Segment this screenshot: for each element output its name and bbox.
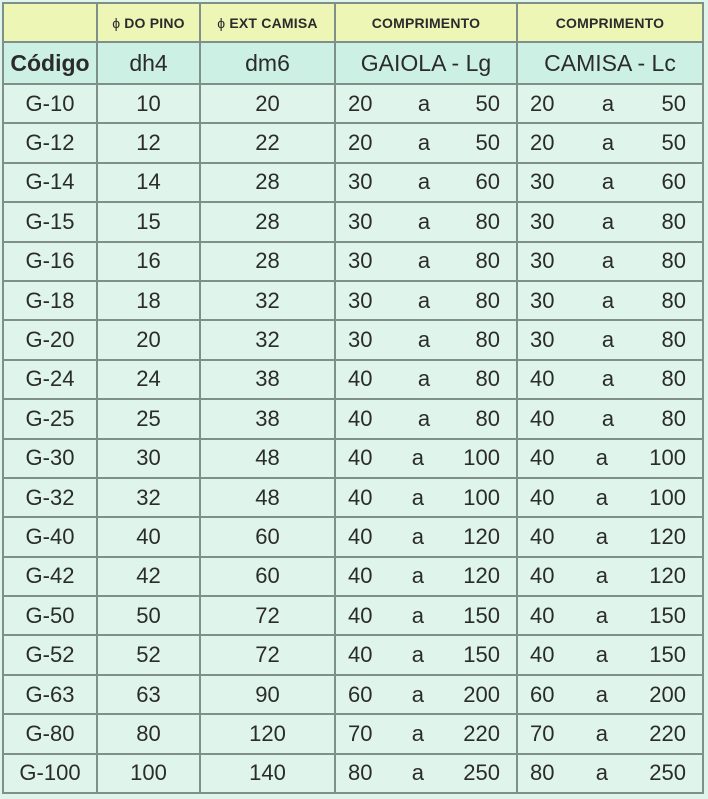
range-max: 250 xyxy=(463,760,500,786)
range-max: 200 xyxy=(463,681,500,707)
cell-gaiola-lg-range xyxy=(335,281,517,320)
cell-camisa-dm6: 90 xyxy=(200,675,335,714)
range-separator: a xyxy=(601,287,615,313)
cell-codigo: G-18 xyxy=(3,281,97,320)
cell-camisa-dm6: 60 xyxy=(200,557,335,596)
range-separator: a xyxy=(411,720,424,746)
range-max: 80 xyxy=(661,208,686,234)
range-separator: a xyxy=(411,642,424,668)
range-min: 20 xyxy=(348,90,373,116)
cell-codigo: G-20 xyxy=(3,320,97,359)
range-max: 50 xyxy=(661,90,686,116)
table-row xyxy=(3,675,703,714)
cell-pino-dh4: 50 xyxy=(97,596,200,635)
cell-pino-dh4: 42 xyxy=(97,557,200,596)
header-top-camisa-label: EXT CAMISA xyxy=(229,14,318,31)
header-camisa-lc: CAMISA - Lc xyxy=(517,42,703,84)
range-separator: a xyxy=(601,366,615,392)
table-row xyxy=(3,399,703,438)
cell-pino-dh4: 14 xyxy=(97,163,200,202)
cell-gaiola-lg-range xyxy=(335,163,517,202)
cell-gaiola-lg-range xyxy=(335,242,517,281)
cell-gaiola-lg-range xyxy=(335,635,517,674)
cell-camisa-lc-range xyxy=(517,281,703,320)
cell-camisa-lc-range xyxy=(517,399,703,438)
cell-codigo: G-42 xyxy=(3,557,97,596)
table-row xyxy=(3,242,703,281)
cell-camisa-dm6: 72 xyxy=(200,596,335,635)
range-min: 30 xyxy=(348,327,373,353)
cell-gaiola-lg-range xyxy=(335,439,517,478)
cell-pino-dh4: 24 xyxy=(97,360,200,399)
range-separator: a xyxy=(417,287,431,313)
range-separator: a xyxy=(411,484,424,510)
table-row xyxy=(3,163,703,202)
cell-pino-dh4: 16 xyxy=(97,242,200,281)
range-max: 150 xyxy=(463,602,500,628)
range-max: 80 xyxy=(475,327,500,353)
header-top-codigo xyxy=(3,3,97,42)
cell-gaiola-lg-range xyxy=(335,517,517,556)
range-max: 80 xyxy=(661,405,686,431)
cell-camisa-lc-range xyxy=(517,675,703,714)
range-min: 30 xyxy=(530,208,555,234)
cell-camisa-lc-range xyxy=(517,439,703,478)
range-separator: a xyxy=(595,642,608,668)
cell-camisa-dm6: 140 xyxy=(200,754,335,793)
diameter-symbol-icon: ϕ xyxy=(217,14,226,31)
cell-camisa-dm6: 28 xyxy=(200,163,335,202)
table-row xyxy=(3,281,703,320)
cell-camisa-dm6: 28 xyxy=(200,202,335,241)
range-min: 30 xyxy=(530,287,555,313)
cell-codigo: G-10 xyxy=(3,84,97,123)
table-row xyxy=(3,754,703,793)
cell-codigo: G-50 xyxy=(3,596,97,635)
cell-codigo: G-40 xyxy=(3,517,97,556)
range-min: 30 xyxy=(348,248,373,274)
range-separator: a xyxy=(595,523,608,549)
table-row xyxy=(3,439,703,478)
cell-camisa-lc-range xyxy=(517,754,703,793)
range-separator: a xyxy=(595,760,608,786)
range-max: 150 xyxy=(649,602,686,628)
cell-camisa-lc-range xyxy=(517,202,703,241)
header-top-pino xyxy=(97,3,200,42)
cell-pino-dh4: 20 xyxy=(97,320,200,359)
range-separator: a xyxy=(417,169,431,195)
range-min: 30 xyxy=(348,287,373,313)
range-max: 60 xyxy=(661,169,686,195)
range-min: 40 xyxy=(530,445,555,471)
range-min: 40 xyxy=(348,523,373,549)
cell-pino-dh4: 52 xyxy=(97,635,200,674)
range-min: 80 xyxy=(530,760,555,786)
range-max: 80 xyxy=(475,405,500,431)
range-max: 50 xyxy=(475,130,500,156)
range-max: 100 xyxy=(463,445,500,471)
range-min: 30 xyxy=(530,327,555,353)
table-row xyxy=(3,320,703,359)
cell-camisa-dm6: 32 xyxy=(200,320,335,359)
cell-codigo: G-100 xyxy=(3,754,97,793)
cell-gaiola-lg-range xyxy=(335,557,517,596)
cell-codigo: G-32 xyxy=(3,478,97,517)
range-max: 80 xyxy=(661,327,686,353)
range-separator: a xyxy=(411,563,424,589)
range-separator: a xyxy=(601,169,615,195)
range-separator: a xyxy=(595,720,608,746)
range-max: 220 xyxy=(463,720,500,746)
range-max: 120 xyxy=(649,523,686,549)
table-row xyxy=(3,714,703,753)
cell-camisa-lc-range xyxy=(517,517,703,556)
cell-camisa-dm6: 38 xyxy=(200,399,335,438)
range-min: 80 xyxy=(348,760,373,786)
range-max: 80 xyxy=(661,287,686,313)
cell-camisa-dm6: 20 xyxy=(200,84,335,123)
header-top-camisa xyxy=(200,3,335,42)
cell-pino-dh4: 15 xyxy=(97,202,200,241)
range-min: 30 xyxy=(348,208,373,234)
cell-codigo: G-25 xyxy=(3,399,97,438)
cell-codigo: G-16 xyxy=(3,242,97,281)
range-min: 40 xyxy=(348,563,373,589)
range-separator: a xyxy=(417,327,431,353)
cell-camisa-dm6: 120 xyxy=(200,714,335,753)
cell-camisa-lc-range xyxy=(517,478,703,517)
header-codigo: Código xyxy=(3,42,97,84)
range-max: 120 xyxy=(463,523,500,549)
header-row-sub xyxy=(3,42,703,84)
range-min: 40 xyxy=(348,445,373,471)
range-max: 150 xyxy=(649,642,686,668)
range-min: 40 xyxy=(348,405,373,431)
cell-pino-dh4: 32 xyxy=(97,478,200,517)
cell-camisa-lc-range xyxy=(517,242,703,281)
range-max: 150 xyxy=(463,642,500,668)
range-separator: a xyxy=(601,130,615,156)
cell-gaiola-lg-range xyxy=(335,320,517,359)
range-separator: a xyxy=(595,445,608,471)
table-row xyxy=(3,517,703,556)
range-min: 60 xyxy=(530,681,555,707)
range-min: 20 xyxy=(530,130,555,156)
header-dm6: dm6 xyxy=(200,42,335,84)
cell-codigo: G-24 xyxy=(3,360,97,399)
range-separator: a xyxy=(601,405,615,431)
range-min: 40 xyxy=(348,484,373,510)
cell-camisa-dm6: 38 xyxy=(200,360,335,399)
cell-gaiola-lg-range xyxy=(335,360,517,399)
range-max: 50 xyxy=(475,90,500,116)
cell-gaiola-lg-range xyxy=(335,202,517,241)
cell-gaiola-lg-range xyxy=(335,714,517,753)
range-min: 40 xyxy=(530,602,555,628)
cell-camisa-lc-range xyxy=(517,360,703,399)
cell-codigo: G-15 xyxy=(3,202,97,241)
range-separator: a xyxy=(595,602,608,628)
range-min: 40 xyxy=(530,523,555,549)
range-separator: a xyxy=(417,208,431,234)
range-separator: a xyxy=(601,327,615,353)
cell-gaiola-lg-range xyxy=(335,478,517,517)
range-min: 30 xyxy=(530,248,555,274)
cell-pino-dh4: 18 xyxy=(97,281,200,320)
range-separator: a xyxy=(417,405,431,431)
range-max: 80 xyxy=(475,208,500,234)
cell-gaiola-lg-range xyxy=(335,84,517,123)
range-max: 120 xyxy=(463,563,500,589)
header-top-comprimento-camisa: COMPRIMENTO xyxy=(517,3,703,42)
range-max: 80 xyxy=(475,287,500,313)
cell-camisa-lc-range xyxy=(517,596,703,635)
range-min: 70 xyxy=(348,720,373,746)
range-min: 20 xyxy=(348,130,373,156)
table-body xyxy=(3,84,703,793)
range-min: 40 xyxy=(530,366,555,392)
cell-camisa-dm6: 48 xyxy=(200,439,335,478)
range-max: 250 xyxy=(649,760,686,786)
cell-camisa-dm6: 22 xyxy=(200,123,335,162)
table-row xyxy=(3,84,703,123)
cell-camisa-dm6: 72 xyxy=(200,635,335,674)
range-min: 40 xyxy=(348,602,373,628)
range-separator: a xyxy=(411,760,424,786)
range-separator: a xyxy=(417,90,431,116)
range-max: 200 xyxy=(649,681,686,707)
cell-pino-dh4: 100 xyxy=(97,754,200,793)
table-row xyxy=(3,478,703,517)
cell-codigo: G-14 xyxy=(3,163,97,202)
cell-pino-dh4: 30 xyxy=(97,439,200,478)
table-row xyxy=(3,123,703,162)
cell-codigo: G-52 xyxy=(3,635,97,674)
range-separator: a xyxy=(595,681,608,707)
header-gaiola-lg: GAIOLA - Lg xyxy=(335,42,517,84)
header-top-comprimento-gaiola: COMPRIMENTO xyxy=(335,3,517,42)
header-row-top xyxy=(3,3,703,42)
diameter-symbol-icon: ϕ xyxy=(112,14,121,31)
cell-camisa-lc-range xyxy=(517,163,703,202)
range-min: 30 xyxy=(530,169,555,195)
range-separator: a xyxy=(601,248,615,274)
cell-pino-dh4: 80 xyxy=(97,714,200,753)
table-row xyxy=(3,202,703,241)
range-min: 20 xyxy=(530,90,555,116)
range-min: 40 xyxy=(348,642,373,668)
range-max: 80 xyxy=(475,248,500,274)
cell-camisa-lc-range xyxy=(517,320,703,359)
cell-gaiola-lg-range xyxy=(335,399,517,438)
cell-codigo: G-30 xyxy=(3,439,97,478)
range-separator: a xyxy=(411,523,424,549)
cell-camisa-dm6: 28 xyxy=(200,242,335,281)
table-row xyxy=(3,557,703,596)
cell-camisa-lc-range xyxy=(517,123,703,162)
range-separator: a xyxy=(601,90,615,116)
table-row xyxy=(3,635,703,674)
range-separator: a xyxy=(411,602,424,628)
table-row xyxy=(3,360,703,399)
range-separator: a xyxy=(595,484,608,510)
range-max: 100 xyxy=(463,484,500,510)
range-separator: a xyxy=(417,248,431,274)
range-max: 60 xyxy=(475,169,500,195)
range-max: 120 xyxy=(649,563,686,589)
range-min: 40 xyxy=(530,405,555,431)
range-separator: a xyxy=(417,130,431,156)
cell-pino-dh4: 12 xyxy=(97,123,200,162)
dimensions-table xyxy=(2,2,704,794)
range-max: 80 xyxy=(661,366,686,392)
range-max: 100 xyxy=(649,445,686,471)
cell-gaiola-lg-range xyxy=(335,596,517,635)
cell-pino-dh4: 10 xyxy=(97,84,200,123)
cell-camisa-lc-range xyxy=(517,635,703,674)
range-min: 40 xyxy=(348,366,373,392)
range-max: 80 xyxy=(475,366,500,392)
range-min: 40 xyxy=(530,642,555,668)
header-top-pino-label: DO PINO xyxy=(124,14,185,31)
cell-camisa-dm6: 60 xyxy=(200,517,335,556)
table-row xyxy=(3,596,703,635)
range-min: 40 xyxy=(530,563,555,589)
cell-camisa-lc-range xyxy=(517,84,703,123)
range-min: 60 xyxy=(348,681,373,707)
range-separator: a xyxy=(411,681,424,707)
range-min: 30 xyxy=(348,169,373,195)
range-separator: a xyxy=(417,366,431,392)
cell-codigo: G-80 xyxy=(3,714,97,753)
cell-pino-dh4: 40 xyxy=(97,517,200,556)
range-max: 50 xyxy=(661,130,686,156)
cell-camisa-dm6: 48 xyxy=(200,478,335,517)
cell-camisa-lc-range xyxy=(517,714,703,753)
cell-camisa-dm6: 32 xyxy=(200,281,335,320)
range-max: 80 xyxy=(661,248,686,274)
cell-codigo: G-12 xyxy=(3,123,97,162)
range-min: 40 xyxy=(530,484,555,510)
range-max: 100 xyxy=(649,484,686,510)
cell-gaiola-lg-range xyxy=(335,675,517,714)
range-separator: a xyxy=(411,445,424,471)
cell-camisa-lc-range xyxy=(517,557,703,596)
header-dh4: dh4 xyxy=(97,42,200,84)
cell-gaiola-lg-range xyxy=(335,754,517,793)
range-separator: a xyxy=(601,208,615,234)
cell-gaiola-lg-range xyxy=(335,123,517,162)
cell-pino-dh4: 63 xyxy=(97,675,200,714)
cell-pino-dh4: 25 xyxy=(97,399,200,438)
range-separator: a xyxy=(595,563,608,589)
cell-codigo: G-63 xyxy=(3,675,97,714)
range-min: 70 xyxy=(530,720,555,746)
range-max: 220 xyxy=(649,720,686,746)
